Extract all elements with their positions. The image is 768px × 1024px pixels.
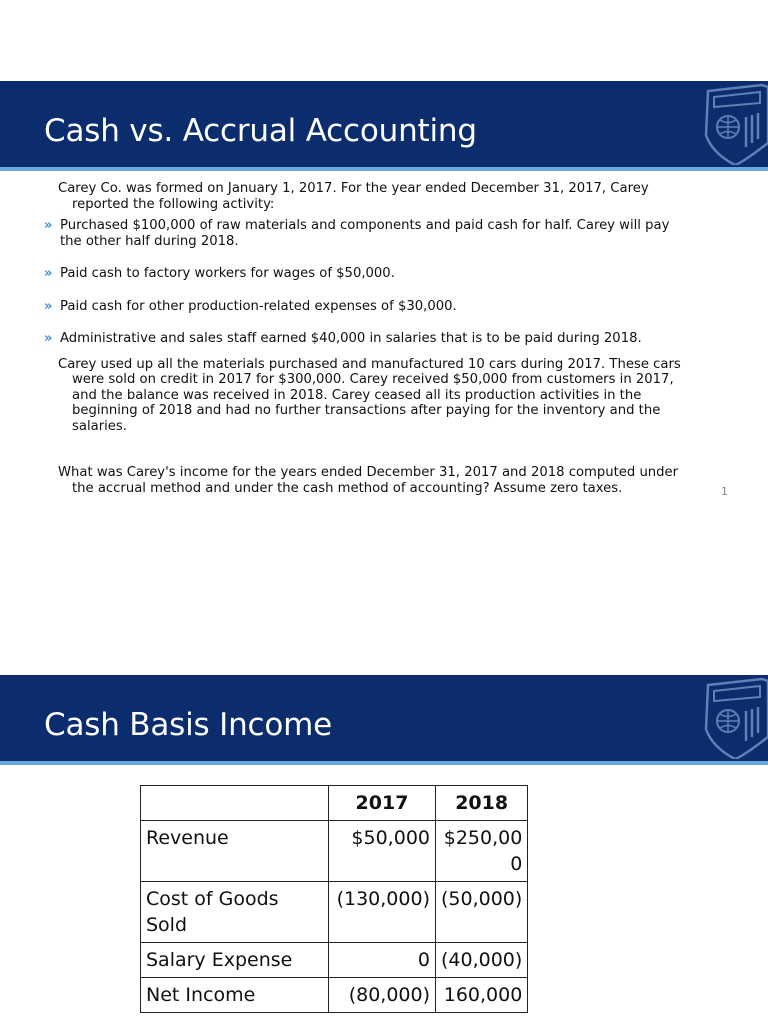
cell-2017: (130,000) [329,882,436,943]
header-2018: 2018 [436,786,528,821]
double-chevron-right-icon: » [44,298,53,314]
bullet-text: Administrative and sales staff earned $40,000 in salaries that is to be paid during 2018. [60,331,642,346]
bullet-text: Purchased $100,000 of raw materials and components and paid cash for half. Carey will pay the other half during 2018. [60,218,670,249]
university-shield-icon [702,677,768,759]
title-banner [0,81,768,171]
cell-2017: $50,000 [329,821,436,882]
list-item [44,299,694,315]
cell-2017: 0 [329,943,436,978]
row-label: Cost of Goods Sold [141,882,329,943]
cell-2018: (50,000) [436,882,528,943]
intro-text: Carey Co. was formed on January 1, 2017. For the year ended December 31, 2017, Carey reported the following activity: [58,181,649,212]
bullet-text: Paid cash to factory workers for wages of $50,000. [60,266,395,281]
slide-body [44,181,694,496]
table-row [141,821,528,882]
cell-2018: (40,000) [436,943,528,978]
cell-2017: (80,000) [329,978,436,1013]
header-blank [141,786,329,821]
list-item [44,331,694,347]
double-chevron-right-icon: » [44,331,53,346]
page-number: 1 [721,485,728,498]
title-banner [0,675,768,765]
list-item [44,218,694,249]
slide-title: Cash vs. Accrual Accounting [44,113,477,149]
university-shield-icon [702,83,768,165]
list-item [44,266,694,282]
table-row [141,943,528,978]
double-chevron-right-icon: » [44,218,53,233]
slide-title: Cash Basis Income [44,707,332,743]
row-label: Salary Expense [141,943,329,978]
scenario-text: Carey used up all the materials purchased and manufactured 10 cars during 2017. These cars were sold on credit in 2017 for $300,000. Carey received $50,000 from customers in 2017, and the balance was received in 2018. Carey ceased all its production activities in the beginning of 2018 and had no further transactions after paying for the inventory and the salaries. [58,356,681,434]
bullet-text: Paid cash for other production-related expenses of $30,000. [60,298,457,314]
table-header-row [141,786,528,821]
question-text: What was Carey's income for the years ended December 31, 2017 and 2018 computed under the accrual method and under the cash method of accounting? Assume zero taxes. [58,465,679,496]
double-chevron-right-icon: » [44,266,53,281]
table-row [141,882,528,943]
cell-2018: 160,000 [436,978,528,1013]
slide-cash-basis-income [0,595,768,1024]
cell-2018: $250,000 [436,821,528,882]
table-row [141,978,528,1013]
header-2017: 2017 [329,786,436,821]
row-label: Revenue [141,821,329,882]
income-table [140,785,528,1013]
row-label: Net Income [141,978,329,1013]
